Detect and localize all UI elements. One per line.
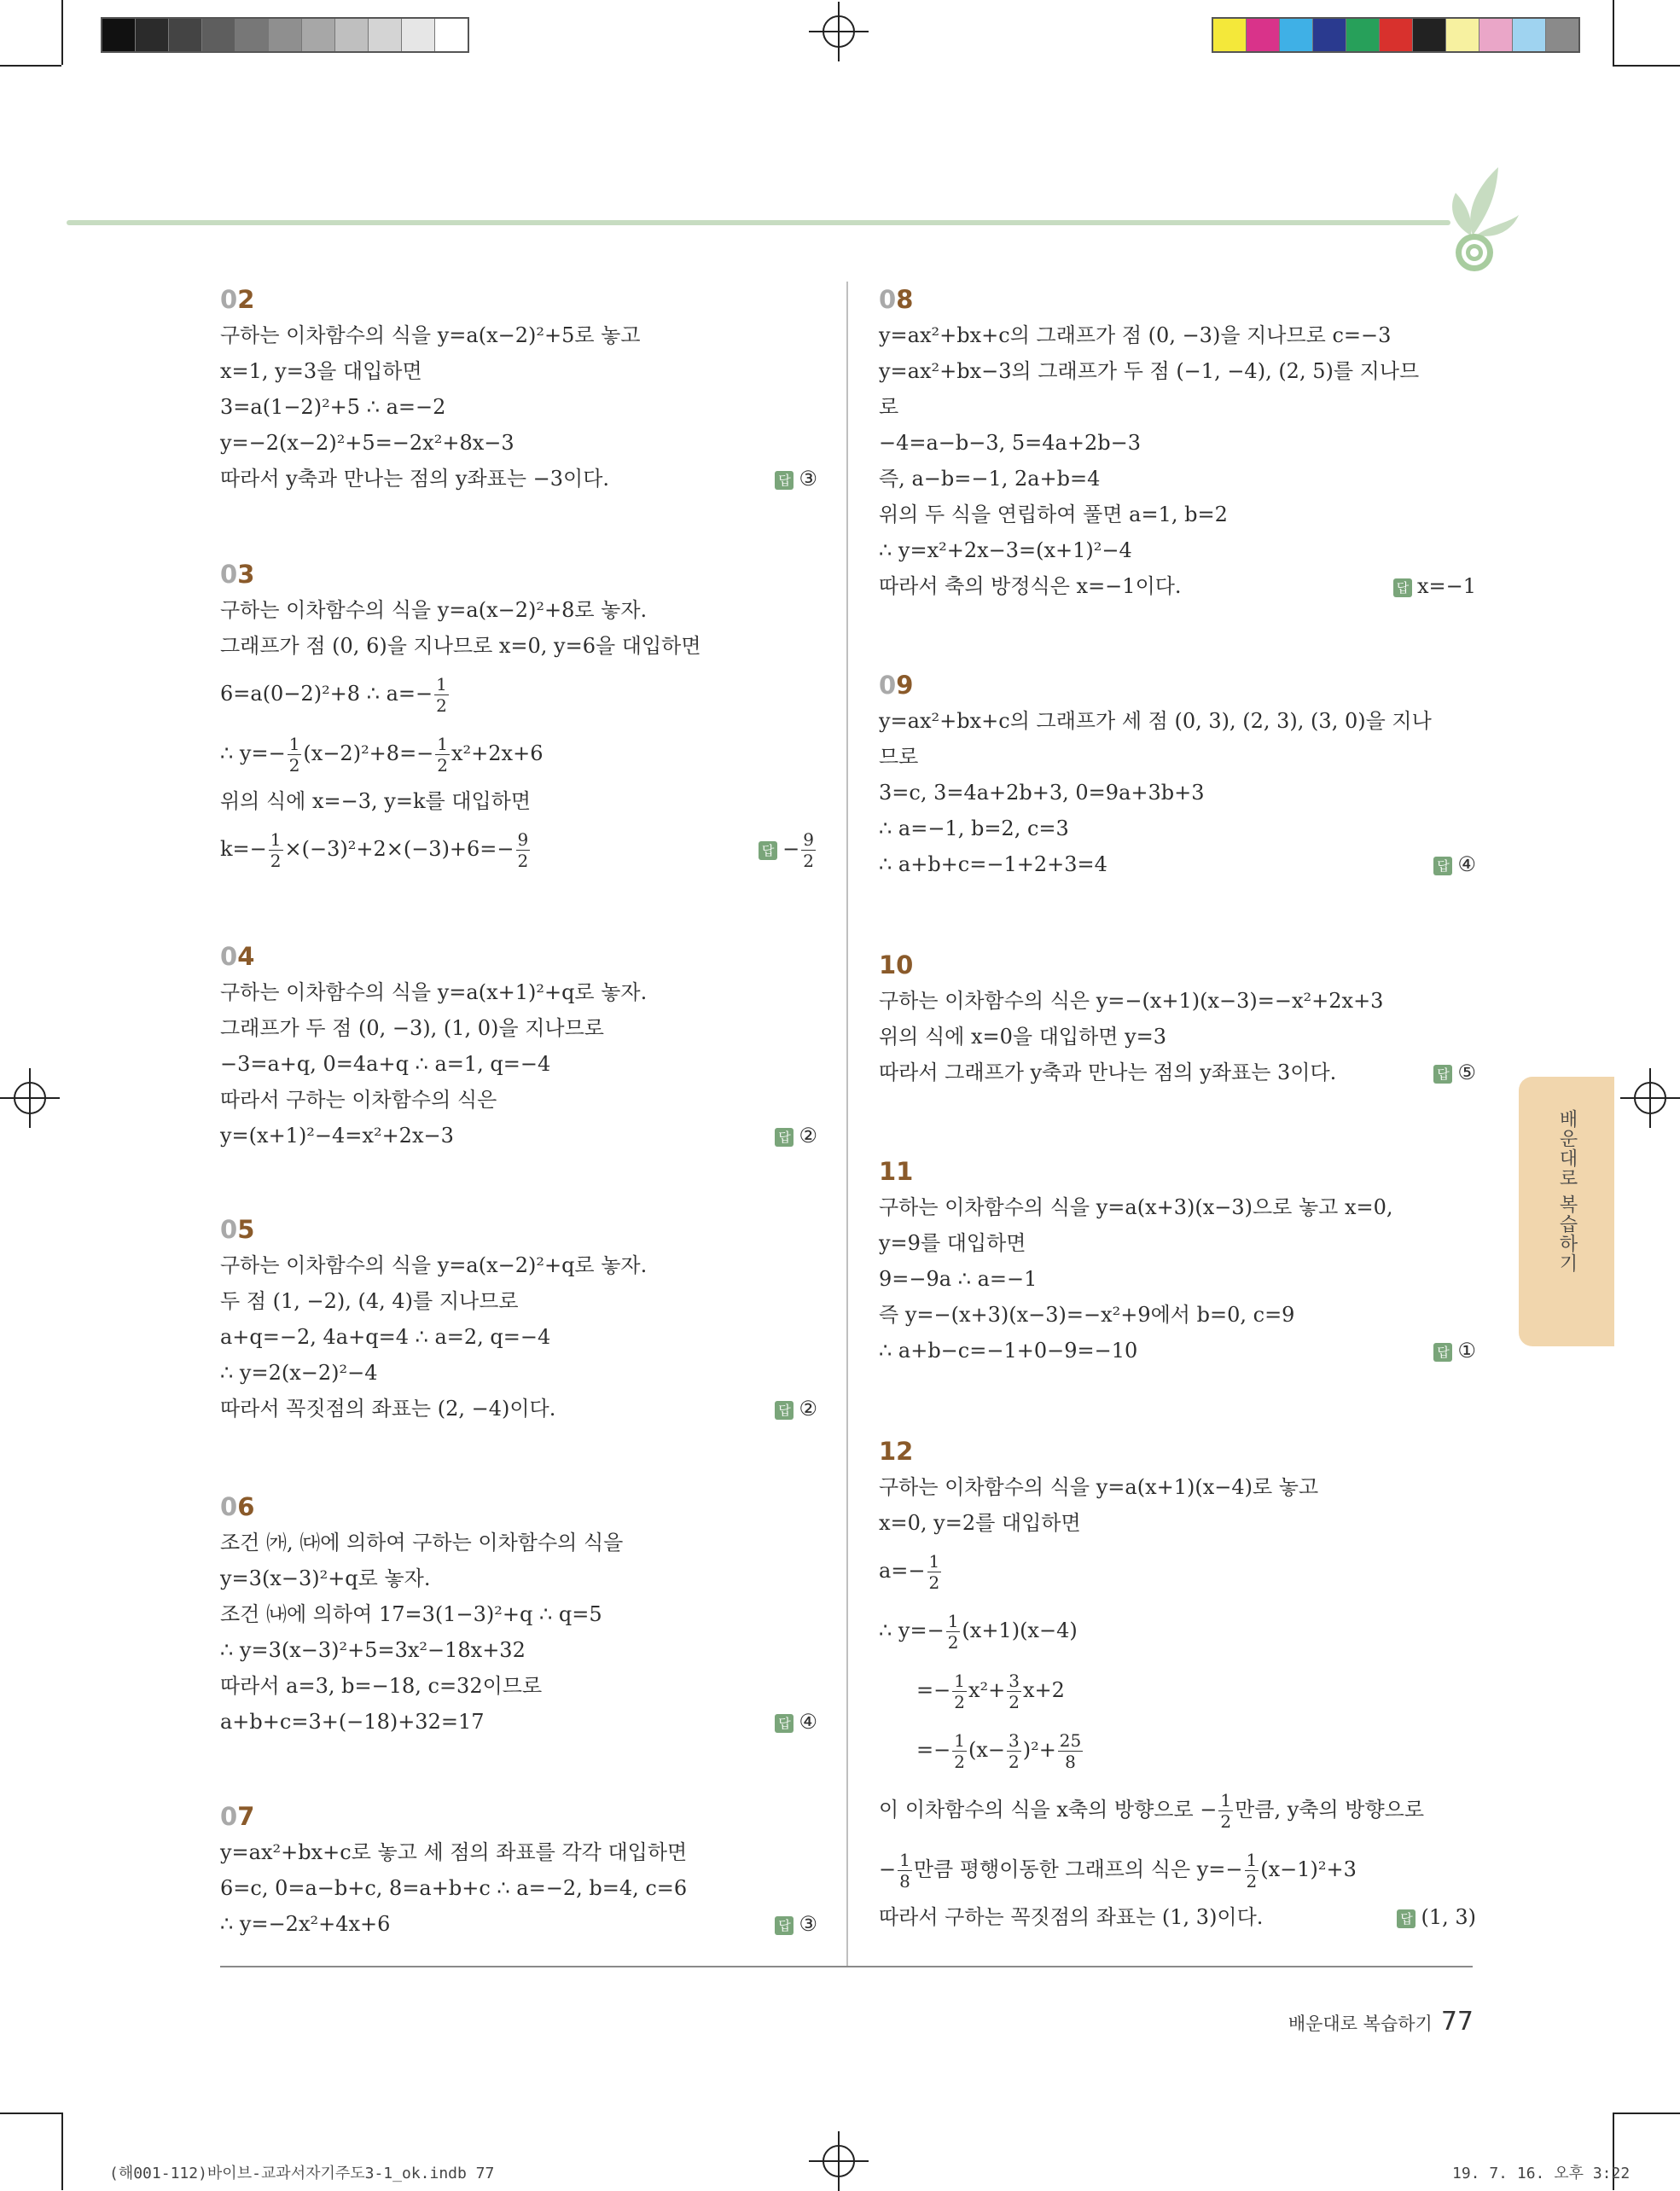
problem-11 bbox=[879, 1154, 1476, 1369]
crop-mark bbox=[1613, 65, 1680, 67]
answer-badge-icon: 답 bbox=[775, 1401, 793, 1420]
problem-number: 08 bbox=[879, 285, 914, 314]
solution-line: 그래프가 두 점 (0, −3), (1, 0)을 지나므로 bbox=[220, 1016, 604, 1040]
registration-mark-icon bbox=[809, 2, 869, 61]
answer: 답 ⑤ bbox=[1433, 1055, 1476, 1090]
solution-line: y=−2(x−2)²+5=−2x²+8x−3 bbox=[220, 431, 514, 455]
fraction: $\frac{1}{2}$ bbox=[436, 674, 447, 716]
solution-line: 위의 식에 x=−3, y=k를 대입하면 bbox=[220, 789, 532, 813]
solution-line: 위의 식에 x=0을 대입하면 y=3 bbox=[879, 1025, 1167, 1049]
solution-line: y=3(x−3)²+q로 놓자. bbox=[220, 1566, 431, 1590]
solution-line: 3=c, 3=4a+2b+3, 0=9a+3b+3 bbox=[879, 781, 1205, 805]
solution-line: y=ax²+bx−3의 그래프가 두 점 (−1, −4), (2, 5)를 지나므 bbox=[879, 359, 1420, 383]
solution-line: − $\frac{1}{8}$ 만큼 평행이동한 그래프의 식은 y=− $\frac{1}{2}$ (x−1)²+3 bbox=[879, 1850, 1357, 1892]
page-footer bbox=[1288, 2007, 1474, 2037]
answer-badge-icon: 답 bbox=[1433, 857, 1452, 875]
answer-badge-icon: 답 bbox=[775, 471, 793, 490]
solution-line: a=− $\frac{1}{2}$ bbox=[879, 1551, 940, 1593]
solution-line: 구하는 이차함수의 식을 y=a(x+1)(x−4)로 놓고 bbox=[879, 1475, 1319, 1499]
problem-number: 06 bbox=[220, 1492, 255, 1521]
fraction: $\frac{1}{2}$ bbox=[1220, 1790, 1232, 1832]
answer: 답 ④ bbox=[775, 1704, 817, 1740]
solution-line: 므로 bbox=[879, 745, 919, 769]
solution-line: 구하는 이차함수의 식을 y=a(x−2)²+q로 놓자. bbox=[220, 1253, 648, 1277]
answer: 답 ③ bbox=[775, 461, 817, 497]
fraction: $\frac{3}{2}$ bbox=[1008, 1730, 1020, 1772]
solution-line: ∴ y=−2x²+4x+6 답 ③ bbox=[220, 1906, 817, 1942]
solution-line: 따라서 구하는 꼭짓점의 좌표는 (1, 3)이다. 답 (1, 3) bbox=[879, 1899, 1476, 1935]
solution-line: y=ax²+bx+c로 놓고 세 점의 좌표를 각각 대입하면 bbox=[220, 1840, 688, 1864]
solution-line: ∴ y=x²+2x−3=(x+1)²−4 bbox=[879, 538, 1132, 562]
problem-07 bbox=[220, 1799, 817, 1942]
solution-line: 3=a(1−2)²+5 ∴ a=−2 bbox=[220, 395, 446, 419]
crop-mark bbox=[61, 0, 63, 65]
answer-badge-icon: 답 bbox=[759, 841, 777, 860]
problem-number: 10 bbox=[879, 950, 914, 979]
solution-line: k=− $\frac{1}{2}$ ×(−3)²+2×(−3)+6=− $\frac{9}{2}$ 답 − $\frac{9}{2}$ bbox=[220, 819, 817, 879]
answer-badge-icon: 답 bbox=[775, 1714, 793, 1733]
solution-line: ∴ a+b−c=−1+0−9=−10 답 ① bbox=[879, 1333, 1476, 1369]
answer-badge-icon: 답 bbox=[1393, 578, 1412, 597]
problem-02 bbox=[220, 282, 817, 497]
answer-badge-icon: 답 bbox=[1397, 1909, 1416, 1928]
answer: 답 − $\frac{9}{2}$ bbox=[759, 819, 817, 879]
problem-number: 09 bbox=[879, 671, 914, 700]
solution-line: 로 bbox=[879, 395, 899, 419]
fraction: $\frac{1}{2}$ bbox=[1246, 1850, 1258, 1892]
solution-line: 따라서 그래프가 y축과 만나는 점의 y좌표는 3이다. 답 ⑤ bbox=[879, 1055, 1476, 1090]
fraction: $\frac{1}{2}$ bbox=[947, 1611, 959, 1653]
answer-badge-icon: 답 bbox=[775, 1916, 793, 1935]
answer-badge-icon: 답 bbox=[1433, 1343, 1452, 1362]
problem-04 bbox=[220, 939, 817, 1154]
print-slug-file: (해001-112)바이브-교과서자기주도3-1_ok.indb 77 bbox=[109, 2165, 495, 2182]
solution-line: 구하는 이차함수의 식을 y=a(x−2)²+5로 놓고 bbox=[220, 323, 641, 347]
solution-line: 따라서 꼭짓점의 좌표는 (2, −4)이다. 답 ② bbox=[220, 1391, 817, 1427]
fraction: $\frac{1}{2}$ bbox=[270, 829, 282, 871]
problem-12 bbox=[879, 1433, 1476, 1935]
problem-05 bbox=[220, 1212, 817, 1427]
solution-line: x=0, y=2를 대입하면 bbox=[879, 1511, 1081, 1535]
fraction: $\frac{1}{2}$ bbox=[928, 1551, 940, 1593]
answer: 답 ③ bbox=[775, 1906, 817, 1942]
fraction: $\frac{1}{8}$ bbox=[899, 1850, 910, 1892]
answer: 답 ① bbox=[1433, 1333, 1476, 1369]
problem-number: 07 bbox=[220, 1802, 255, 1831]
problem-03 bbox=[220, 556, 817, 879]
solution-line: 구하는 이차함수의 식을 y=a(x+3)(x−3)으로 놓고 x=0, bbox=[879, 1195, 1393, 1219]
solution-line: 즉 y=−(x+3)(x−3)=−x²+9에서 b=0, c=9 bbox=[879, 1303, 1295, 1327]
solution-line: ∴ y=− $\frac{1}{2}$ (x−2)²+8=− $\frac{1}{2}$ x²+2x+6 bbox=[220, 734, 544, 776]
solution-line: 그래프가 점 (0, 6)을 지나므로 x=0, y=6을 대입하면 bbox=[220, 634, 701, 658]
footer-rule bbox=[220, 1966, 1473, 1967]
answer-badge-icon: 답 bbox=[1433, 1065, 1452, 1084]
answer: 답 ④ bbox=[1433, 846, 1476, 882]
column-divider bbox=[846, 282, 848, 1967]
solution-line: ∴ a=−1, b=2, c=3 bbox=[879, 817, 1069, 840]
solution-line: 두 점 (1, −2), (4, 4)를 지나므로 bbox=[220, 1289, 519, 1313]
problem-number: 02 bbox=[220, 285, 255, 314]
problem-09 bbox=[879, 667, 1476, 882]
fraction: $\frac{1}{2}$ bbox=[288, 734, 300, 776]
answer-badge-icon: 답 bbox=[775, 1128, 793, 1147]
solution-line: y=ax²+bx+c의 그래프가 점 (0, −3)을 지나므로 c=−3 bbox=[879, 323, 1392, 347]
answer: 답 (1, 3) bbox=[1397, 1899, 1476, 1935]
problem-10 bbox=[879, 947, 1476, 1090]
crop-mark bbox=[0, 2113, 61, 2114]
registration-mark-icon bbox=[1620, 1068, 1680, 1128]
solution-line: y=9를 대입하면 bbox=[879, 1231, 1026, 1255]
solution-line: a+q=−2, 4a+q=4 ∴ a=2, q=−4 bbox=[220, 1325, 551, 1349]
solution-line: 따라서 a=3, b=−18, c=32이므로 bbox=[220, 1674, 543, 1698]
problem-number: 04 bbox=[220, 942, 255, 971]
grayscale-color-bar bbox=[101, 17, 469, 53]
section-tab-label: 배운대로 복습하기 bbox=[1556, 1109, 1578, 1273]
solution-line: 따라서 축의 방정식은 x=−1이다. 답 x=−1 bbox=[879, 568, 1476, 604]
problem-number: 12 bbox=[879, 1437, 914, 1466]
leaf-ornament-icon bbox=[1430, 159, 1524, 278]
fraction: $\frac{1}{2}$ bbox=[437, 734, 449, 776]
answer: 답 ② bbox=[775, 1118, 817, 1154]
problem-08 bbox=[879, 282, 1476, 604]
solution-line: x=1, y=3을 대입하면 bbox=[220, 359, 422, 383]
print-slug-stamp: 19. 7. 16. 오후 3:22 bbox=[1452, 2165, 1631, 2182]
solution-line: ∴ y=− $\frac{1}{2}$ (x+1)(x−4) bbox=[879, 1611, 1078, 1653]
solution-line: ∴ a+b+c=−1+2+3=4 답 ④ bbox=[879, 846, 1476, 882]
solution-line: ∴ y=3(x−3)²+5=3x²−18x+32 bbox=[220, 1638, 526, 1662]
solution-line: a+b+c=3+(−18)+32=17 답 ④ bbox=[220, 1704, 817, 1740]
crop-mark bbox=[0, 65, 61, 67]
fraction: $\frac{9}{2}$ bbox=[517, 829, 529, 871]
solution-line: 구하는 이차함수의 식은 y=−(x+1)(x−3)=−x²+2x+3 bbox=[879, 989, 1384, 1013]
solution-line: 위의 두 식을 연립하여 풀면 a=1, b=2 bbox=[879, 503, 1228, 526]
problem-number: 03 bbox=[220, 560, 255, 589]
solution-line: =− $\frac{1}{2}$ x²+ $\frac{3}{2}$ x+2 bbox=[916, 1671, 1065, 1712]
solution-line: 조건 ㈏에 의하여 17=3(1−3)²+q ∴ q=5 bbox=[220, 1602, 602, 1626]
cmyk-color-bar bbox=[1212, 17, 1580, 53]
solution-line: 따라서 y축과 만나는 점의 y좌표는 −3이다. 답 ③ bbox=[220, 461, 817, 497]
problem-number: 11 bbox=[879, 1157, 914, 1186]
solution-line: 9=−9a ∴ a=−1 bbox=[879, 1267, 1038, 1291]
solution-line: ∴ y=2(x−2)²−4 bbox=[220, 1361, 378, 1385]
solution-line: 구하는 이차함수의 식을 y=a(x+1)²+q로 놓자. bbox=[220, 980, 648, 1004]
problem-06 bbox=[220, 1489, 817, 1740]
solution-line: 즉, a−b=−1, 2a+b=4 bbox=[879, 467, 1101, 491]
fraction: $\frac{3}{2}$ bbox=[1009, 1671, 1020, 1712]
solution-line: 따라서 구하는 이차함수의 식은 bbox=[220, 1088, 497, 1112]
registration-mark-icon bbox=[0, 1068, 60, 1128]
solution-line: −4=a−b−3, 5=4a+2b−3 bbox=[879, 431, 1141, 455]
answer: 답 x=−1 bbox=[1393, 568, 1476, 604]
fraction: $\frac{25}{8}$ bbox=[1059, 1730, 1082, 1772]
solution-line: y=ax²+bx+c의 그래프가 세 점 (0, 3), (2, 3), (3, 0)을 지나 bbox=[879, 709, 1432, 733]
page-number: 77 bbox=[1440, 2007, 1474, 2037]
fraction: $\frac{1}{2}$ bbox=[954, 1730, 965, 1772]
solution-line: =− $\frac{1}{2}$ (x− $\frac{3}{2}$ )²+ $\frac{25}{8}$ bbox=[916, 1730, 1082, 1772]
solution-line: 조건 ㈎, ㈐에 의하여 구하는 이차함수의 식을 bbox=[220, 1531, 624, 1555]
answer: 답 ② bbox=[775, 1391, 817, 1427]
crop-mark bbox=[1613, 0, 1614, 65]
solution-line: −3=a+q, 0=4a+q ∴ a=1, q=−4 bbox=[220, 1052, 551, 1076]
crop-mark bbox=[61, 2113, 63, 2190]
solution-line: 구하는 이차함수의 식을 y=a(x−2)²+8로 놓자. bbox=[220, 598, 648, 622]
registration-mark-icon bbox=[809, 2131, 869, 2191]
problem-number: 05 bbox=[220, 1215, 255, 1244]
fraction: $\frac{1}{2}$ bbox=[954, 1671, 965, 1712]
solution-line: 이 이차함수의 식을 x축의 방향으로 − $\frac{1}{2}$ 만큼, y축의 방향으로 bbox=[879, 1790, 1425, 1832]
fraction: $\frac{9}{2}$ bbox=[803, 829, 814, 871]
footer-section: 배운대로 복습하기 bbox=[1288, 2014, 1433, 2034]
solution-line: 6=c, 0=a−b+c, 8=a+b+c ∴ a=−2, b=4, c=6 bbox=[220, 1876, 688, 1900]
header-rule bbox=[67, 220, 1450, 225]
solution-line: y=(x+1)²−4=x²+2x−3 답 ② bbox=[220, 1118, 817, 1154]
solution-line: 6=a(0−2)²+8 ∴ a=− $\frac{1}{2}$ bbox=[220, 674, 447, 716]
crop-mark bbox=[1613, 2113, 1680, 2114]
